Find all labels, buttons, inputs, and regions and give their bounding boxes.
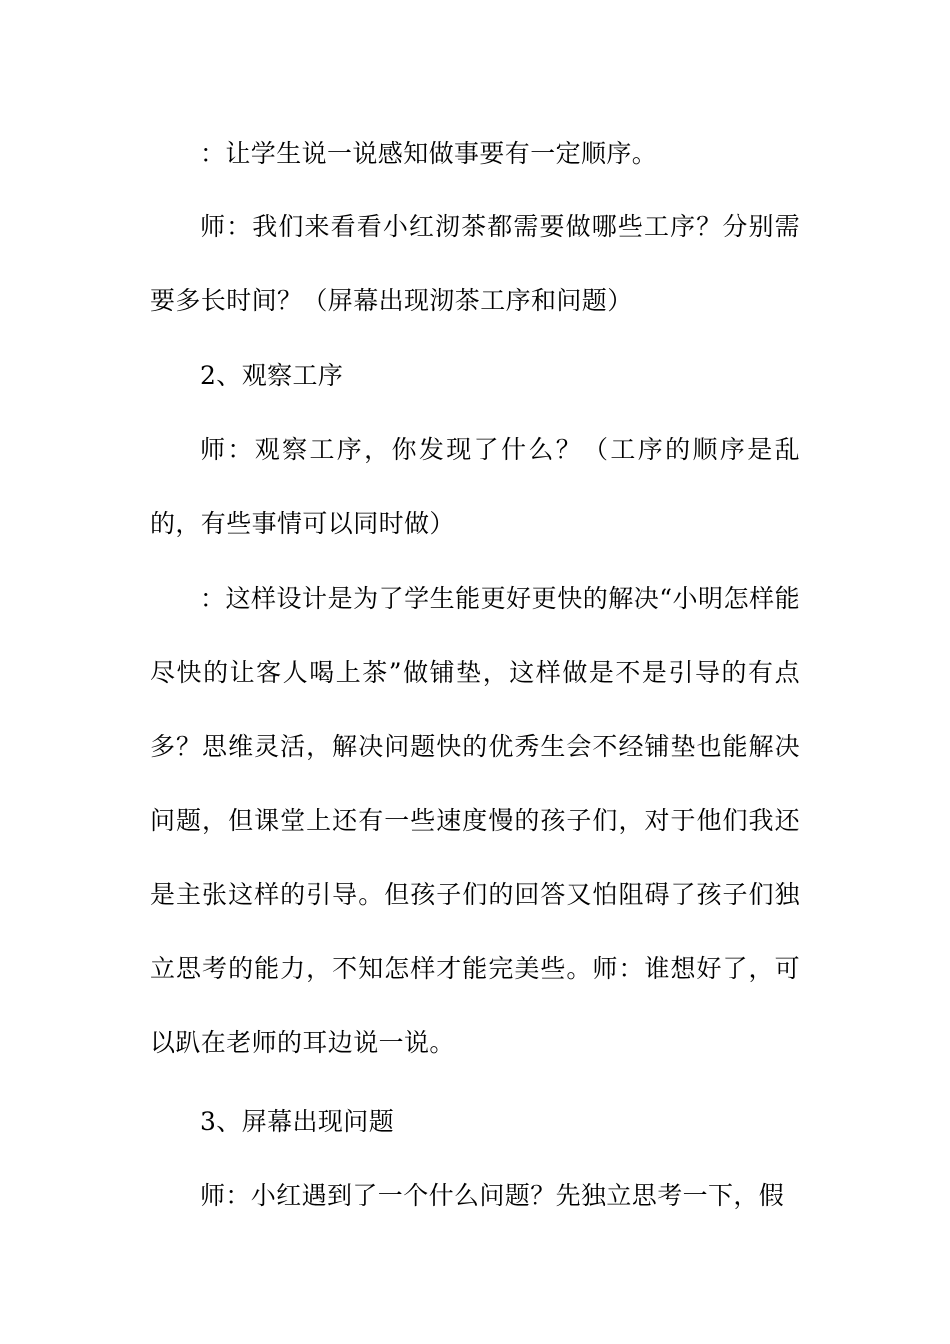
paragraph-design-reflection: ：这样设计是为了学生能更好更快的解决“小明怎样能尽快的让客人喝上茶”做铺垫，这样做是不是引导的有点多？思维灵活，解决问题快的优秀生会不经铺垫也能解决问题，但课堂上还有一些速度慢的孩子们，对于他们我还是主张这样的引导。但孩子们的回答又怕阻碍了孩子们独立思考的能力，不知怎样才能完美些。师：谁想好了，可以趴在老师的耳边说一说。	[150, 584, 800, 1057]
paragraph-reflection-order: ：让学生说一说感知做事要有一定顺序。	[200, 139, 658, 168]
section-heading-observe-steps: 2、观察工序	[200, 361, 344, 390]
paragraph-teacher-observe: 师：观察工序，你发现了什么？（工序的顺序是乱的，有些事情可以同时做）	[150, 435, 800, 538]
paragraph-teacher-problem: 师：小红遇到了一个什么问题？先独立思考一下，假	[200, 1181, 785, 1210]
paragraph-teacher-tea-steps: 师：我们来看看小红沏茶都需要做哪些工序？分别需要多长时间？（屏幕出现沏茶工序和问题）	[150, 212, 800, 315]
section-heading-show-problem: 3、屏幕出现问题	[200, 1107, 395, 1136]
